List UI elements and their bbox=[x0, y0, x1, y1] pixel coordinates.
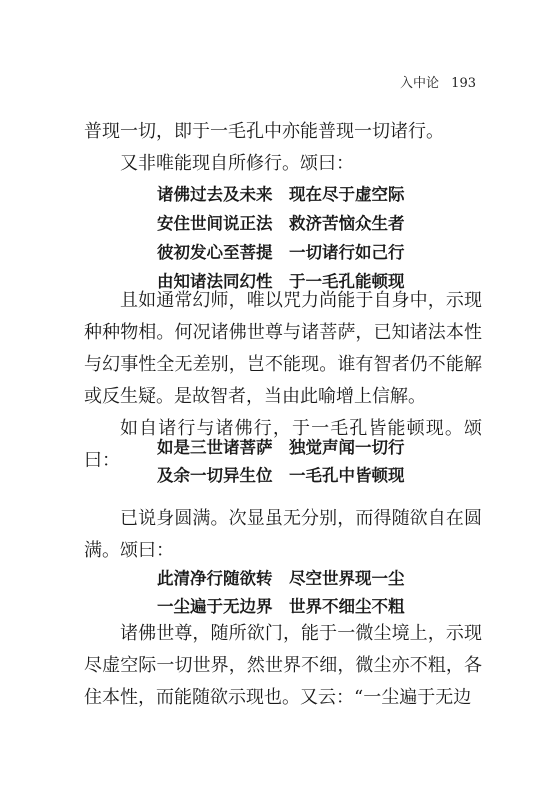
paragraph-1: 普现一切，即于一毛孔中亦能普现一切诸行。 bbox=[84, 121, 444, 142]
verse-half: 安住世间说正法 bbox=[157, 214, 273, 233]
running-header bbox=[392, 72, 476, 91]
paragraph-2: 又非唯能现自所修行。颂曰： bbox=[120, 153, 354, 174]
verse-half: 诸佛过去及未来 bbox=[157, 185, 273, 204]
verse-half: 一尘遍于无边界 bbox=[157, 597, 273, 616]
verse-line bbox=[157, 238, 405, 267]
page-number: 193 bbox=[451, 76, 476, 91]
verse-half: 由知诸法同幻性 bbox=[157, 272, 273, 291]
verse-half: 如是三世诸菩萨 bbox=[157, 438, 273, 457]
verse-half: 及余一切异生位 bbox=[157, 466, 273, 485]
verse-line bbox=[157, 433, 405, 462]
verse-half: 彼初发心至菩提 bbox=[157, 243, 273, 262]
verse-half: 救济苦恼众生者 bbox=[289, 214, 405, 233]
verse-line bbox=[157, 564, 405, 593]
verse-half: 世界不细尘不粗 bbox=[289, 597, 405, 616]
verse-line bbox=[157, 461, 405, 490]
verse-half: 于一毛孔能顿现 bbox=[289, 272, 405, 291]
verse-half: 现在尽于虚空际 bbox=[289, 185, 405, 204]
verse-half: 一切诸行如己行 bbox=[289, 243, 405, 262]
paragraph-3: 且如通常幻师，唯以咒力尚能于自身中，示现种种物相。何况诸佛世尊与诸菩萨，已知诸法本性与幻事性全无差别，岂不能现。谁有智者仍不能解或反生疑。是故智者，当由此喻增上信解。 bbox=[84, 290, 482, 407]
paragraph-6: 诸佛世尊，随所欲门，能于一微尘境上，示现尽虚空际一切世界，然世界不细，微尘亦不粗，各住本性，而能随欲示现也。又云：“一尘遍于无边 bbox=[84, 623, 482, 708]
verse-line bbox=[157, 180, 405, 209]
paragraph-5: 已说身圆满。次显虽无分别，而得随欲自在圆满。颂曰： bbox=[84, 508, 482, 561]
verse-half: 独觉声闻一切行 bbox=[289, 438, 405, 457]
header-title: 入中论 bbox=[400, 76, 440, 91]
verse-line bbox=[157, 592, 405, 621]
verse-line bbox=[157, 209, 405, 238]
verse-half: 此清净行随欲转 bbox=[157, 569, 273, 588]
verse-half: 一毛孔中皆顿现 bbox=[289, 466, 405, 485]
paragraph-4: 如自诸行与诸佛行，于一毛孔皆能顿现。颂曰： bbox=[84, 418, 482, 471]
verse-half: 尽空世界现一尘 bbox=[289, 569, 405, 588]
